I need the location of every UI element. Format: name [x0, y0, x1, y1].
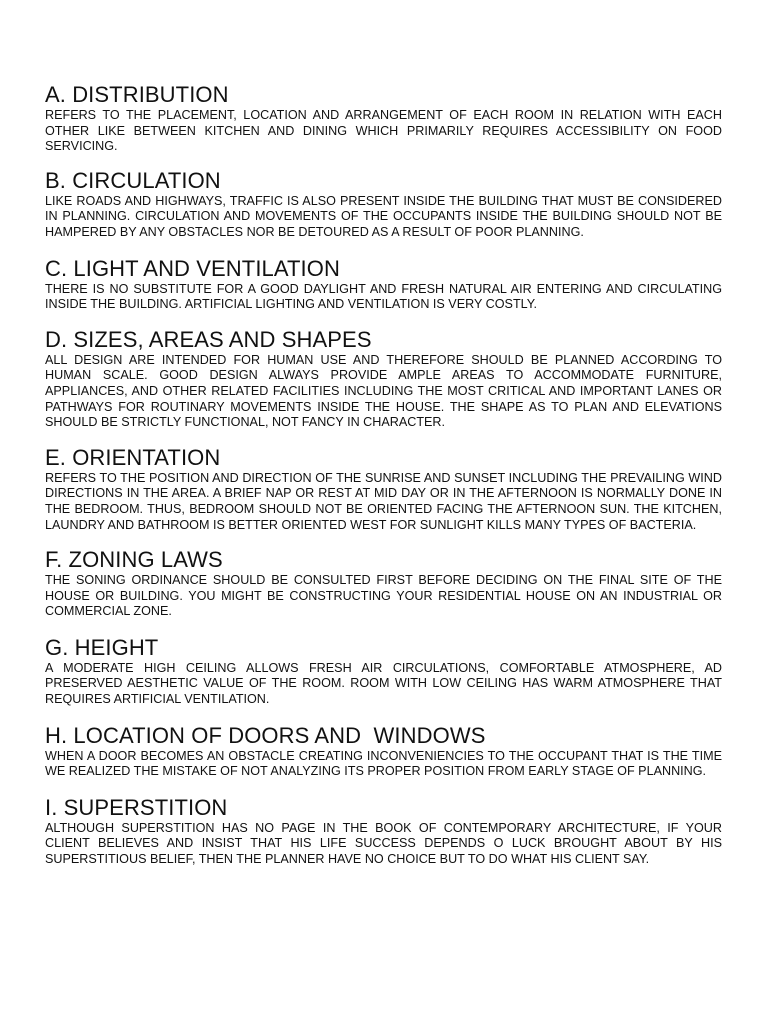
section-distribution	[45, 82, 722, 155]
section-heading: B. CIRCULATION	[45, 167, 221, 193]
section-heading: H. LOCATION OF DOORS AND WINDOWS	[45, 722, 486, 748]
section-heading: F. ZONING LAWS	[45, 547, 223, 573]
section-body: REFERS TO THE PLACEMENT, LOCATION AND ARRANGEMENT OF EACH ROOM IN RELATION WITH EACH OTHER LIKE BETWEEN KITCHEN AND DINING WHICH PRIMARILY REQUIRES ACCESSIBILITY ON FOOD SERVICING.	[45, 108, 722, 154]
section-body: A MODERATE HIGH CEILING ALLOWS FRESH AIR CIRCULATIONS, COMFORTABLE ATMOSPHERE, AD PRESERVED AESTHETIC VALUE OF THE ROOM. ROOM WITH LOW CEILING HAS WARM ATMOSPHERE THAT REQUIRES ARTIFICIAL VENTILATION.	[45, 660, 722, 707]
section-body: ALL DESIGN ARE INTENDED FOR HUMAN USE AND THEREFORE SHOULD BE PLANNED ACCORDING TO HUMAN SCALE. GOOD DESIGN ALWAYS PROVIDE AMPLE AREAS TO ACCOMMODATE FURNITURE, APPLIANCES, AND OTHER RELATED FACILITIES INCLUDING THE MOST CRITICAL AND IMPORTANT LANES OR PATHWAYS FOR ROUTINARY MOVEMENTS INSIDE THE HOUSE. THE SHAPE AS TO PLAN AND ELEVATIONS SHOULD BE STRICTLY FUNCTIONAL, NOT FANCY IN CHARACTER.	[45, 352, 722, 430]
section-body: THERE IS NO SUBSTITUTE FOR A GOOD DAYLIGHT AND FRESH NATURAL AIR ENTERING AND CIRCULATING INSIDE THE BUILDING. ARTIFICIAL LIGHTING AND VENTILATION IS VERY COSTLY.	[45, 281, 722, 312]
section-light-and-ventilation	[45, 256, 722, 313]
section-zoning-laws	[45, 547, 722, 620]
section-heading: D. SIZES, AREAS AND SHAPES	[45, 326, 372, 352]
section-body: REFERS TO THE POSITION AND DIRECTION OF THE SUNRISE AND SUNSET INCLUDING THE PREVAILING WIND DIRECTIONS IN THE AREA. A BRIEF NAP OR REST AT MID DAY OR IN THE AFTERNOON IS NORMALLY DONE IN THE BEDROOM. THUS, BEDROOM SHOULD NOT BE ORIENTED FACING THE AFTERNOON SUN. THE KITCHEN, LAUNDRY AND BATHROOM IS BETTER ORIENTED WEST FOR SUNLIGHT KILLS MANY TYPES OF BACTERIA.	[45, 470, 722, 532]
section-circulation	[45, 168, 722, 241]
document-page	[45, 82, 722, 868]
section-body: WHEN A DOOR BECOMES AN OBSTACLE CREATING INCONVENIENCIES TO THE OCCUPANT THAT IS THE TIME WE REALIZED THE MISTAKE OF NOT ANALYZING ITS PROPER POSITION FROM EARLY STAGE OF PLANNING.	[45, 748, 722, 779]
section-body: THE SONING ORDINANCE SHOULD BE CONSULTED FIRST BEFORE DECIDING ON THE FINAL SITE OF THE HOUSE OR BUILDING. YOU MIGHT BE CONSTRUCTING YOUR RESIDENTIAL HOUSE ON AN INDUSTRIAL OR COMMERCIAL ZONE.	[45, 573, 722, 619]
section-heading: I. SUPERSTITION	[45, 794, 228, 820]
section-height	[45, 635, 722, 708]
section-body: ALTHOUGH SUPERSTITION HAS NO PAGE IN THE BOOK OF CONTEMPORARY ARCHITECTURE, IF YOUR CLIENT BELIEVES AND INSIST THAT HIS LIFE SUCCESS DEPENDS O LUCK BROUGHT ABOUT BY HIS SUPERSTITIOUS BELIEF, THEN THE PLANNER HAVE NO CHOICE BUT TO DO WHAT HIS CLIENT SAY.	[45, 820, 722, 867]
section-superstition	[45, 795, 722, 868]
section-heading: C. LIGHT AND VENTILATION	[45, 255, 340, 281]
section-heading: G. HEIGHT	[45, 634, 159, 660]
section-sizes-areas-shapes	[45, 327, 722, 431]
section-orientation	[45, 445, 722, 533]
section-heading: A. DISTRIBUTION	[45, 82, 229, 107]
section-location-of-doors-and-windows	[45, 723, 722, 780]
section-body: LIKE ROADS AND HIGHWAYS, TRAFFIC IS ALSO PRESENT INSIDE THE BUILDING THAT MUST BE CONSIDERED IN PLANNING. CIRCULATION AND MOVEMENTS OF THE OCCUPANTS INSIDE THE BUILDING SHOULD NOT BE HAMPERED BY ANY OBSTACLES NOR BE DETOURED AS A RESULT OF POOR PLANNING.	[45, 193, 722, 239]
section-heading: E. ORIENTATION	[45, 444, 221, 470]
